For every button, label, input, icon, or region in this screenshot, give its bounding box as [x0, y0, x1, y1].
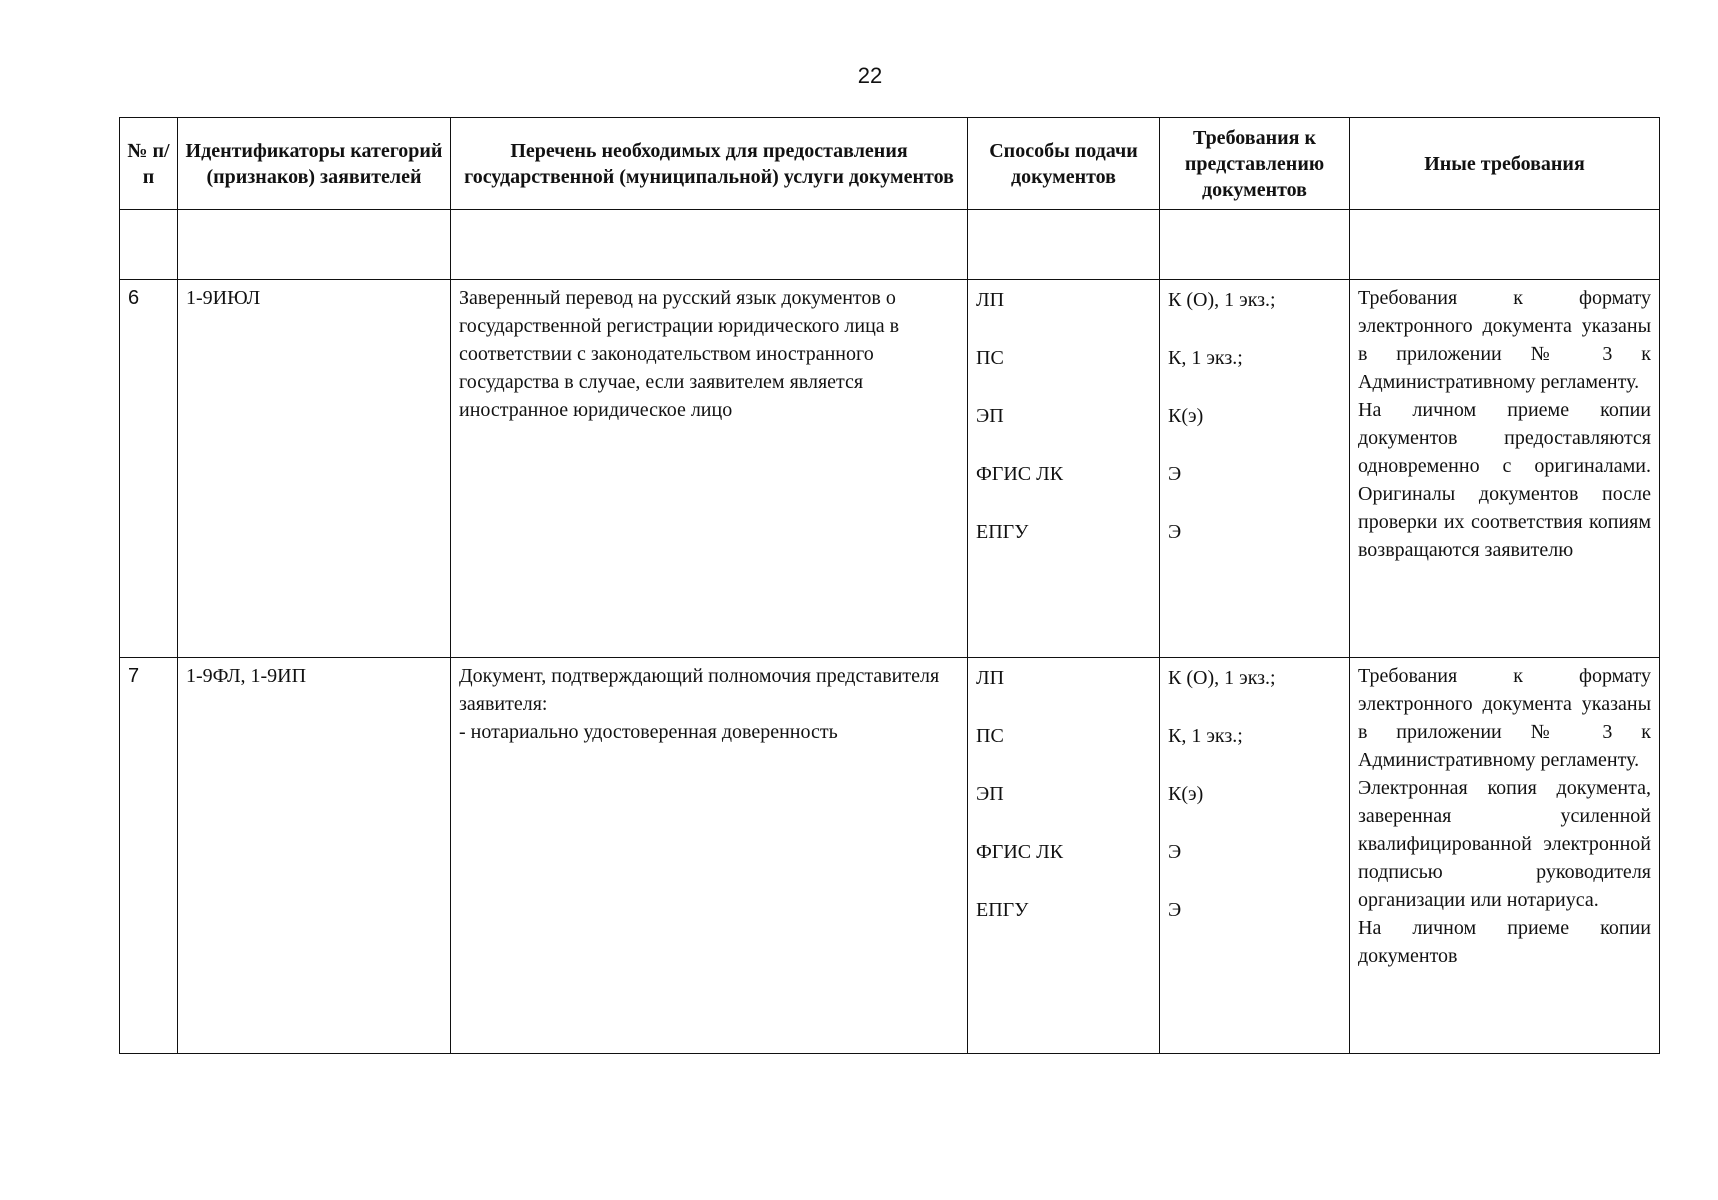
row-number: 6: [120, 280, 178, 658]
document-text: Документ, подтверждающий полномочия представителя заявителя:: [459, 665, 940, 715]
header-ids: Идентификаторы категорий (признаков) заявителей: [178, 118, 451, 210]
other-requirement-paragraph: Электронная копия документа, заверенная усиленной квалифицированной электронной подписью руководителя организации или нотариуса.: [1358, 777, 1651, 911]
requirement-item: Э: [1168, 899, 1182, 921]
other-requirement-paragraph: На личном приеме копии документов предоставляются одновременно с оригиналами. Оригиналы документов после проверки их соответствия копиям возвращаются заявителю: [1358, 399, 1651, 561]
submission-methods: [968, 280, 1160, 658]
requirement-item: К(э): [1168, 783, 1204, 805]
method-item: ЭП: [976, 783, 1004, 805]
blank-row: [120, 210, 1660, 280]
requirement-item: Э: [1168, 841, 1182, 863]
method-item: ЕПГУ: [976, 521, 1029, 543]
table-row: [120, 280, 1660, 658]
requirement-item: К (О), 1 экз.;: [1168, 289, 1276, 311]
submission-requirements: [1160, 280, 1350, 658]
method-item: ПС: [976, 725, 1004, 747]
header-other: Иные требования: [1350, 118, 1660, 210]
method-item: ЛП: [976, 667, 1005, 689]
blank-cell: [1160, 210, 1350, 280]
requirement-item: К, 1 экз.;: [1168, 725, 1243, 747]
row-number: 7: [120, 658, 178, 1054]
submission-methods: [968, 658, 1160, 1054]
header-reqs: Требования к представлению документов: [1160, 118, 1350, 210]
table-header-row: [120, 118, 1660, 210]
method-item: ЭП: [976, 405, 1004, 427]
applicant-ids: 1-9ИЮЛ: [178, 280, 451, 658]
other-requirement-paragraph: Требования к формату электронного документа указаны в приложении № 3 к Административному регламенту.: [1358, 287, 1651, 393]
method-item: ЕПГУ: [976, 899, 1029, 921]
blank-cell: [451, 210, 968, 280]
submission-requirements: [1160, 658, 1350, 1054]
requirement-item: К, 1 экз.;: [1168, 347, 1243, 369]
method-item: ФГИС ЛК: [976, 841, 1064, 863]
other-requirements: [1350, 280, 1660, 658]
document-text: - нотариально удостоверенная доверенность: [459, 721, 838, 743]
requirement-item: Э: [1168, 521, 1182, 543]
requirement-item: К (О), 1 экз.;: [1168, 667, 1276, 689]
table-row: [120, 658, 1660, 1054]
other-requirement-paragraph: Требования к формату электронного документа указаны в приложении № 3 к Административному регламенту.: [1358, 665, 1651, 771]
page-number: 22: [857, 63, 883, 88]
blank-cell: [968, 210, 1160, 280]
method-item: ПС: [976, 347, 1004, 369]
document-list: [451, 658, 968, 1054]
requirement-item: К(э): [1168, 405, 1204, 427]
blank-cell: [1350, 210, 1660, 280]
document-text: Заверенный перевод на русский язык документов о государственной регистрации юридического лица в соответствии с законодательством иностранного государства в случае, если заявителем является иностранное юридическое лицо: [459, 287, 900, 421]
method-item: ФГИС ЛК: [976, 463, 1064, 485]
requirements-table: [119, 117, 1660, 1054]
document-list: [451, 280, 968, 658]
header-methods: Способы подачи документов: [968, 118, 1160, 210]
other-requirements: [1350, 658, 1660, 1054]
header-num: № п/п: [120, 118, 178, 210]
blank-cell: [120, 210, 178, 280]
other-requirement-paragraph: На личном приеме копии документов: [1358, 917, 1651, 967]
applicant-ids: 1-9ФЛ, 1-9ИП: [178, 658, 451, 1054]
requirement-item: Э: [1168, 463, 1182, 485]
header-docs: Перечень необходимых для предоставления государственной (муниципальной) услуги документов: [451, 118, 968, 210]
blank-cell: [178, 210, 451, 280]
method-item: ЛП: [976, 289, 1005, 311]
